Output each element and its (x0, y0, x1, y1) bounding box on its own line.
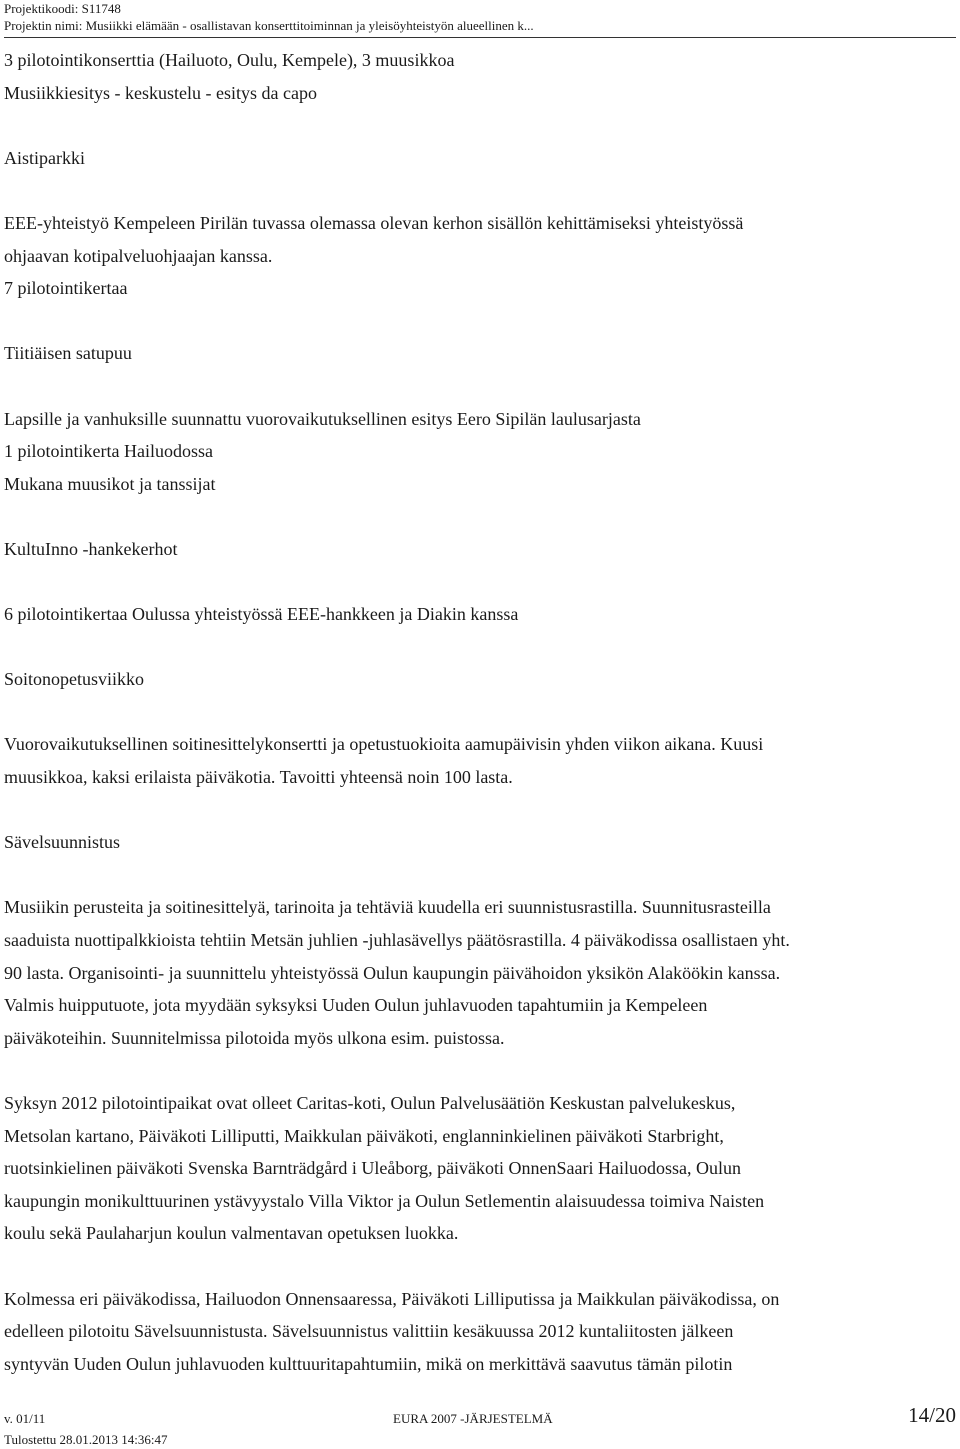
project-name: Projektin nimi: Musiikki elämään - osallistavan konserttitoiminnan ja yleisöyhteistyön alueellinen k... (4, 18, 534, 33)
text-line: ohjaavan kotipalveluohjaajan kanssa. (4, 245, 273, 266)
system-name: EURA 2007 -JÄRJESTELMÄ (393, 1411, 553, 1426)
section-heading: Aistiparkki (4, 147, 85, 168)
text-line: Musiikkiesitys - keskustelu - esitys da capo (4, 82, 317, 103)
page-header (4, 0, 954, 34)
section-heading: Soitonopetusviikko (4, 669, 145, 690)
text-line: Mukana muusikot ja tanssijat (4, 473, 216, 494)
page-footer (4, 1403, 956, 1449)
text-line: 90 lasta. Organisointi- ja suunnittelu yhteistyössä Oulun kaupungin päivähoidon yksikön Alaköökin kanssa. (4, 962, 781, 983)
version-label: v. 01/11 (4, 1411, 46, 1426)
section-heading: Sävelsuunnistus (4, 832, 121, 853)
text-line: päiväkoteihin. Suunnitelmissa pilotoida myös ulkona esim. puistossa. (4, 1027, 505, 1048)
text-line: Metsolan kartano, Päiväkoti Lilliputti, Maikkulan päiväkoti, englanninkielinen päiväkoti Starbright, (4, 1125, 724, 1146)
text-line: Musiikin perusteita ja soitinesittelyä, tarinoita ja tehtäviä kuudella eri suunnistusrastilla. Suunnitusrasteilla (4, 897, 771, 918)
header-divider (4, 37, 956, 38)
text-line: muusikkoa, kaksi erilaista päiväkotia. Tavoitti yhteensä noin 100 lasta. (4, 767, 513, 788)
text-line: kaupungin monikulttuurinen ystävyystalo Villa Viktor ja Oulun Setlementin alaisuudessa toimiva Naisten (4, 1190, 765, 1211)
document-body (4, 44, 956, 1380)
text-line: Kolmessa eri päiväkodissa, Hailuodon Onnensaaressa, Päiväkoti Lilliputissa ja Maikkulan päiväkodissa, on (4, 1288, 780, 1309)
text-line: EEE-yhteistyö Kempeleen Pirilän tuvassa olemassa olevan kerhon sisällön kehittämiseksi yhteistyössä (4, 212, 744, 233)
text-line: 1 pilotointikerta Hailuodossa (4, 441, 213, 462)
text-line: edelleen pilotoitu Sävelsuunnistusta. Sävelsuunnistus valittiin kesäkuussa 2012 kuntaliitosten jälkeen (4, 1321, 734, 1342)
project-code: Projektikoodi: S11748 (4, 1, 121, 16)
print-timestamp: Tulostettu 28.01.2013 14:36:47 (4, 1432, 168, 1447)
text-line: Syksyn 2012 pilotointipaikat ovat olleet Caritas-koti, Oulun Palvelusäätiön Keskustan palvelukeskus, (4, 1093, 736, 1113)
page-number: 14/20 (908, 1403, 956, 1427)
text-line: 6 pilotointikertaa Oulussa yhteistyössä EEE-hankkeen ja Diakin kanssa (4, 604, 519, 625)
text-line: saaduista nuottipalkkioista tehtiin Metsän juhlien -juhlasävellys päätösrastilla. 4 päiväkodissa osallistaen yht. (4, 930, 790, 951)
text-line: Vuorovaikutuksellinen soitinesittelykonsertti ja opetustuokioita aamupäivisin yhden viikon aikana. Kuusi (4, 734, 764, 755)
section-heading: Tiitiäisen satupuu (4, 343, 132, 364)
text-line: syntyvän Uuden Oulun juhlavuoden kulttuuritapahtumiin, mikä on merkittävä saavutus tämän pilotin (4, 1353, 733, 1374)
text-line: Lapsille ja vanhuksille suunnattu vuorovaikutuksellinen esitys Eero Sipilän laulusarjasta (4, 408, 641, 429)
section-heading: KultuInno -hankekerhot (4, 538, 178, 559)
text-line: 7 pilotointikertaa (4, 278, 128, 299)
text-line: koulu sekä Paulaharjun koulun valmentavan opetuksen luokka. (4, 1223, 459, 1244)
text-line: Valmis huipputuote, jota myydään syksyksi Uuden Oulun juhlavuoden tapahtumiin ja Kempeleen (4, 995, 708, 1016)
text-line: 3 pilotointikonserttia (Hailuoto, Oulu, Kempele), 3 muusikkoa (4, 50, 455, 70)
text-line: ruotsinkielinen päiväkoti Svenska Barnträdgård i Uleåborg, päiväkoti OnnenSaari Hailuodossa, Oulun (4, 1158, 742, 1179)
